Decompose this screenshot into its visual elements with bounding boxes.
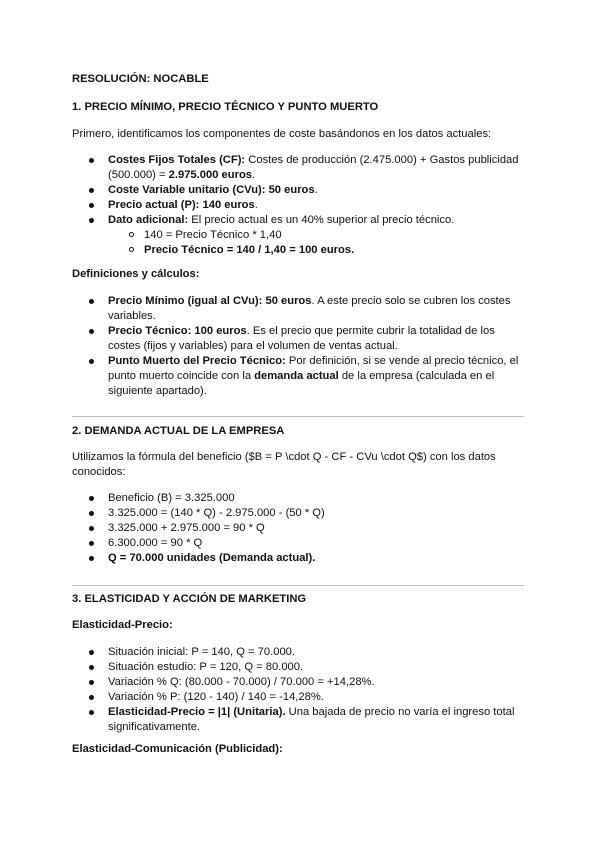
list-item: Situación inicial: P = 140, Q = 70.000. <box>108 645 525 660</box>
list-item: 3.325.000 + 2.975.000 = 90 * Q <box>108 521 525 536</box>
list-item: 6.300.000 = 90 * Q <box>108 536 525 551</box>
section-2-heading: 2. DEMANDA ACTUAL DE LA EMPRESA <box>72 425 285 437</box>
list-item <box>108 705 525 735</box>
divider <box>72 416 524 417</box>
cf-end: . <box>252 169 256 181</box>
list-item: Situación estudio: P = 120, Q = 80.000. <box>108 660 525 675</box>
section-3-heading: 3. ELASTICIDAD Y ACCIÓN DE MARKETING <box>72 593 307 605</box>
elasticity-label: Elasticidad-Precio = |1| (Unitaria). <box>108 706 286 718</box>
document-title: RESOLUCIÓN: NOCABLE <box>72 73 209 85</box>
list-item: 3.325.000 = (140 * Q) - 2.975.000 - (50 * Q) <box>108 506 525 521</box>
cvu-label: Coste Variable unitario (CVu): 50 euros <box>108 184 315 196</box>
cf-value: 2.975.000 euros <box>168 169 252 181</box>
list-item <box>108 198 525 213</box>
cf-label: Costes Fijos Totales (CF): <box>108 154 246 166</box>
elasticity-list <box>108 645 525 735</box>
price-elasticity-heading: Elasticidad-Precio: <box>72 619 173 631</box>
cvu-end: . <box>314 184 318 196</box>
cost-components-list <box>108 153 525 258</box>
pmin-label: Precio Mínimo (igual al CVu): 50 euros <box>108 295 312 307</box>
price-end: . <box>254 199 258 211</box>
sub-list-item: 140 = Precio Técnico * 1,40 <box>144 228 525 243</box>
list-item <box>108 213 525 258</box>
definitions-list <box>108 294 525 399</box>
list-item: Variación % Q: (80.000 - 70.000) / 70.000 = +14,28%. <box>108 675 525 690</box>
list-item <box>108 354 525 399</box>
list-item <box>108 294 525 324</box>
list-item <box>108 183 525 198</box>
dato-text: El precio actual es un 40% superior al precio técnico. <box>188 214 455 226</box>
list-item: Q = 70.000 unidades (Demanda actual). <box>108 551 525 566</box>
list-item: Beneficio (B) = 3.325.000 <box>108 491 525 506</box>
divider <box>72 585 524 586</box>
pm-text: Por definición, si se vende al precio técnico, el punto muerto coincide con la <box>108 355 519 382</box>
price-label: Precio actual (P): 140 euros <box>108 199 255 211</box>
section-1-heading: 1. PRECIO MÍNIMO, PRECIO TÉCNICO Y PUNTO MUERTO <box>72 101 379 113</box>
technical-price-sublist <box>108 228 525 258</box>
list-item <box>108 153 525 183</box>
ptec-text: . Es el precio que permite cubrir la totalidad de los costes (fijos y variables) para el volumen de ventas actual. <box>108 325 495 352</box>
pmin-text: . A este precio solo se cubren los costes variables. <box>108 295 511 322</box>
ptec-label: Precio Técnico: 100 euros <box>108 325 247 337</box>
list-item: Variación % P: (120 - 140) / 140 = -14,28%. <box>108 690 525 705</box>
pm-bold: demanda actual <box>254 370 339 382</box>
definitions-heading: Definiciones y cálculos: <box>72 268 200 280</box>
elasticity-text: Una bajada de precio no varía el ingreso total significativamente. <box>108 706 515 733</box>
dato-label: Dato adicional: <box>108 214 189 226</box>
cf-text: Costes de producción (2.475.000) + Gastos publicidad (500.000) = <box>108 154 519 181</box>
communication-elasticity-heading: Elasticidad-Comunicación (Publicidad): <box>72 743 283 755</box>
demand-calc-list <box>108 491 525 566</box>
section-1-intro: Primero, identificamos los componentes de coste basándonos en los datos actuales: <box>72 128 492 140</box>
section-2-intro: Utilizamos la fórmula del beneficio ($B = P \cdot Q - CF - CVu \cdot Q$) con los datos conocidos: <box>72 451 496 478</box>
list-item <box>108 324 525 354</box>
pm-label: Punto Muerto del Precio Técnico: <box>108 355 286 367</box>
sub-list-item: Precio Técnico = 140 / 1,40 = 100 euros. <box>144 243 525 258</box>
pm-end: de la empresa (calculada en el siguiente apartado). <box>108 370 495 397</box>
